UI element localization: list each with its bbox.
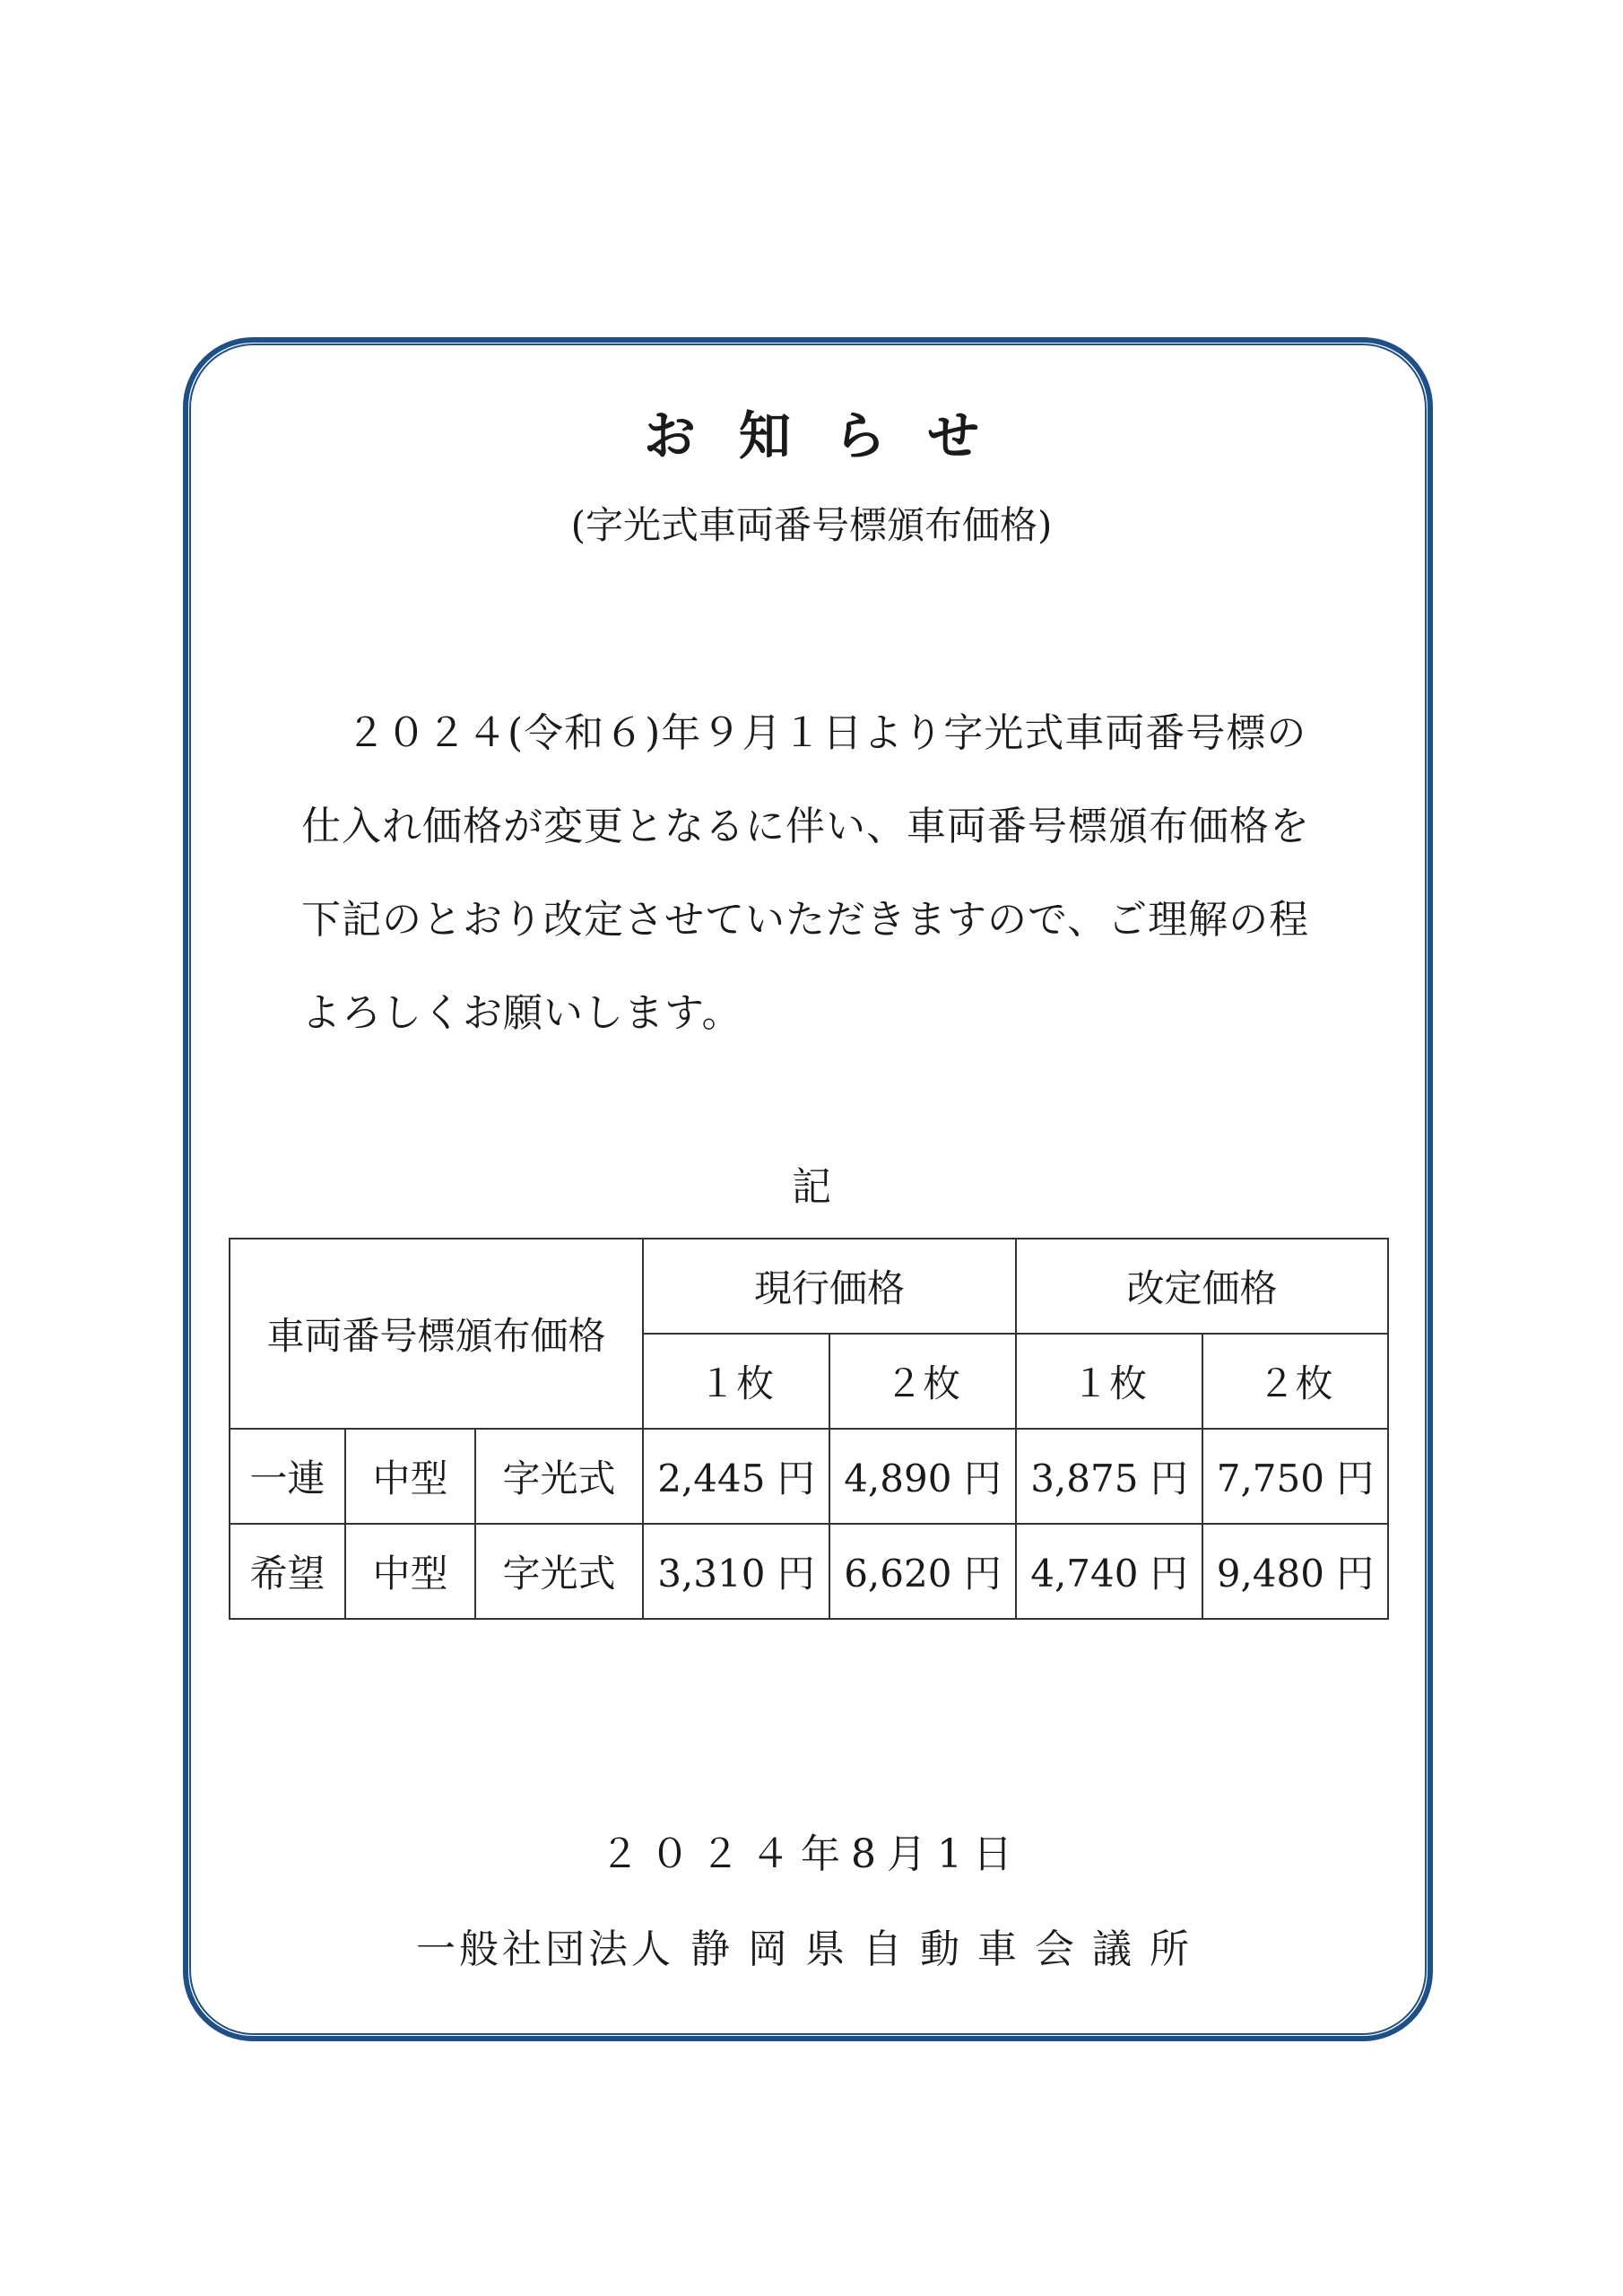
revised-two-sheets-header: ２枚 <box>1202 1334 1388 1429</box>
plate-type-cell: 一連 <box>230 1429 345 1524</box>
body-line: 下記のとおり改定させていただきますので、ご理解の程 <box>301 897 1310 943</box>
current-price-header: 現行価格 <box>643 1239 1016 1334</box>
body-line: 仕入れ価格が変更となるに伴い、車両番号標頒布価格を <box>301 804 1310 849</box>
revised-one-price: 4,740 円 <box>1016 1524 1202 1619</box>
plate-size-cell: 中型 <box>345 1524 475 1619</box>
ki-heading: 記 <box>792 1164 831 1210</box>
header-label-cell: 車両番号標頒布価格 <box>230 1239 643 1429</box>
current-one-price: 2,445 円 <box>643 1429 829 1524</box>
notice-body <box>301 687 1377 1060</box>
plate-style-cell: 字光式 <box>475 1524 643 1619</box>
current-two-price: 6,620 円 <box>829 1524 1016 1619</box>
current-two-sheets-header: ２枚 <box>829 1334 1016 1429</box>
table-header-row <box>230 1239 1388 1334</box>
revised-two-price: 7,750 円 <box>1202 1429 1388 1524</box>
current-two-price: 4,890 円 <box>829 1429 1016 1524</box>
plate-size-cell: 中型 <box>345 1429 475 1524</box>
current-one-sheet-header: １枚 <box>643 1334 829 1429</box>
organization-name: 静岡県自動車会議所 <box>690 1926 1207 1972</box>
body-line: ２０２４(令和６)年９月１日より字光式車両番号標の <box>346 710 1307 756</box>
current-one-price: 3,310 円 <box>643 1524 829 1619</box>
organization-prefix: 一般社団法人 <box>416 1926 674 1972</box>
plate-type-cell: 希望 <box>230 1524 345 1619</box>
issue-date: ２０２４年8月1日 <box>600 1831 1023 1877</box>
notice-subtitle: (字光式車両番号標頒布価格) <box>570 503 1053 547</box>
revised-one-price: 3,875 円 <box>1016 1429 1202 1524</box>
revised-two-price: 9,480 円 <box>1202 1524 1388 1619</box>
table-row <box>230 1429 1388 1524</box>
organization <box>0 1923 1623 1977</box>
revised-one-sheet-header: １枚 <box>1016 1334 1202 1429</box>
notice-title: お知らせ <box>643 405 1023 466</box>
plate-style-cell: 字光式 <box>475 1429 643 1524</box>
table-row <box>230 1524 1388 1619</box>
revised-price-header: 改定価格 <box>1016 1239 1388 1334</box>
body-line: よろしくお願いします。 <box>301 990 742 1036</box>
price-table <box>229 1238 1389 1620</box>
